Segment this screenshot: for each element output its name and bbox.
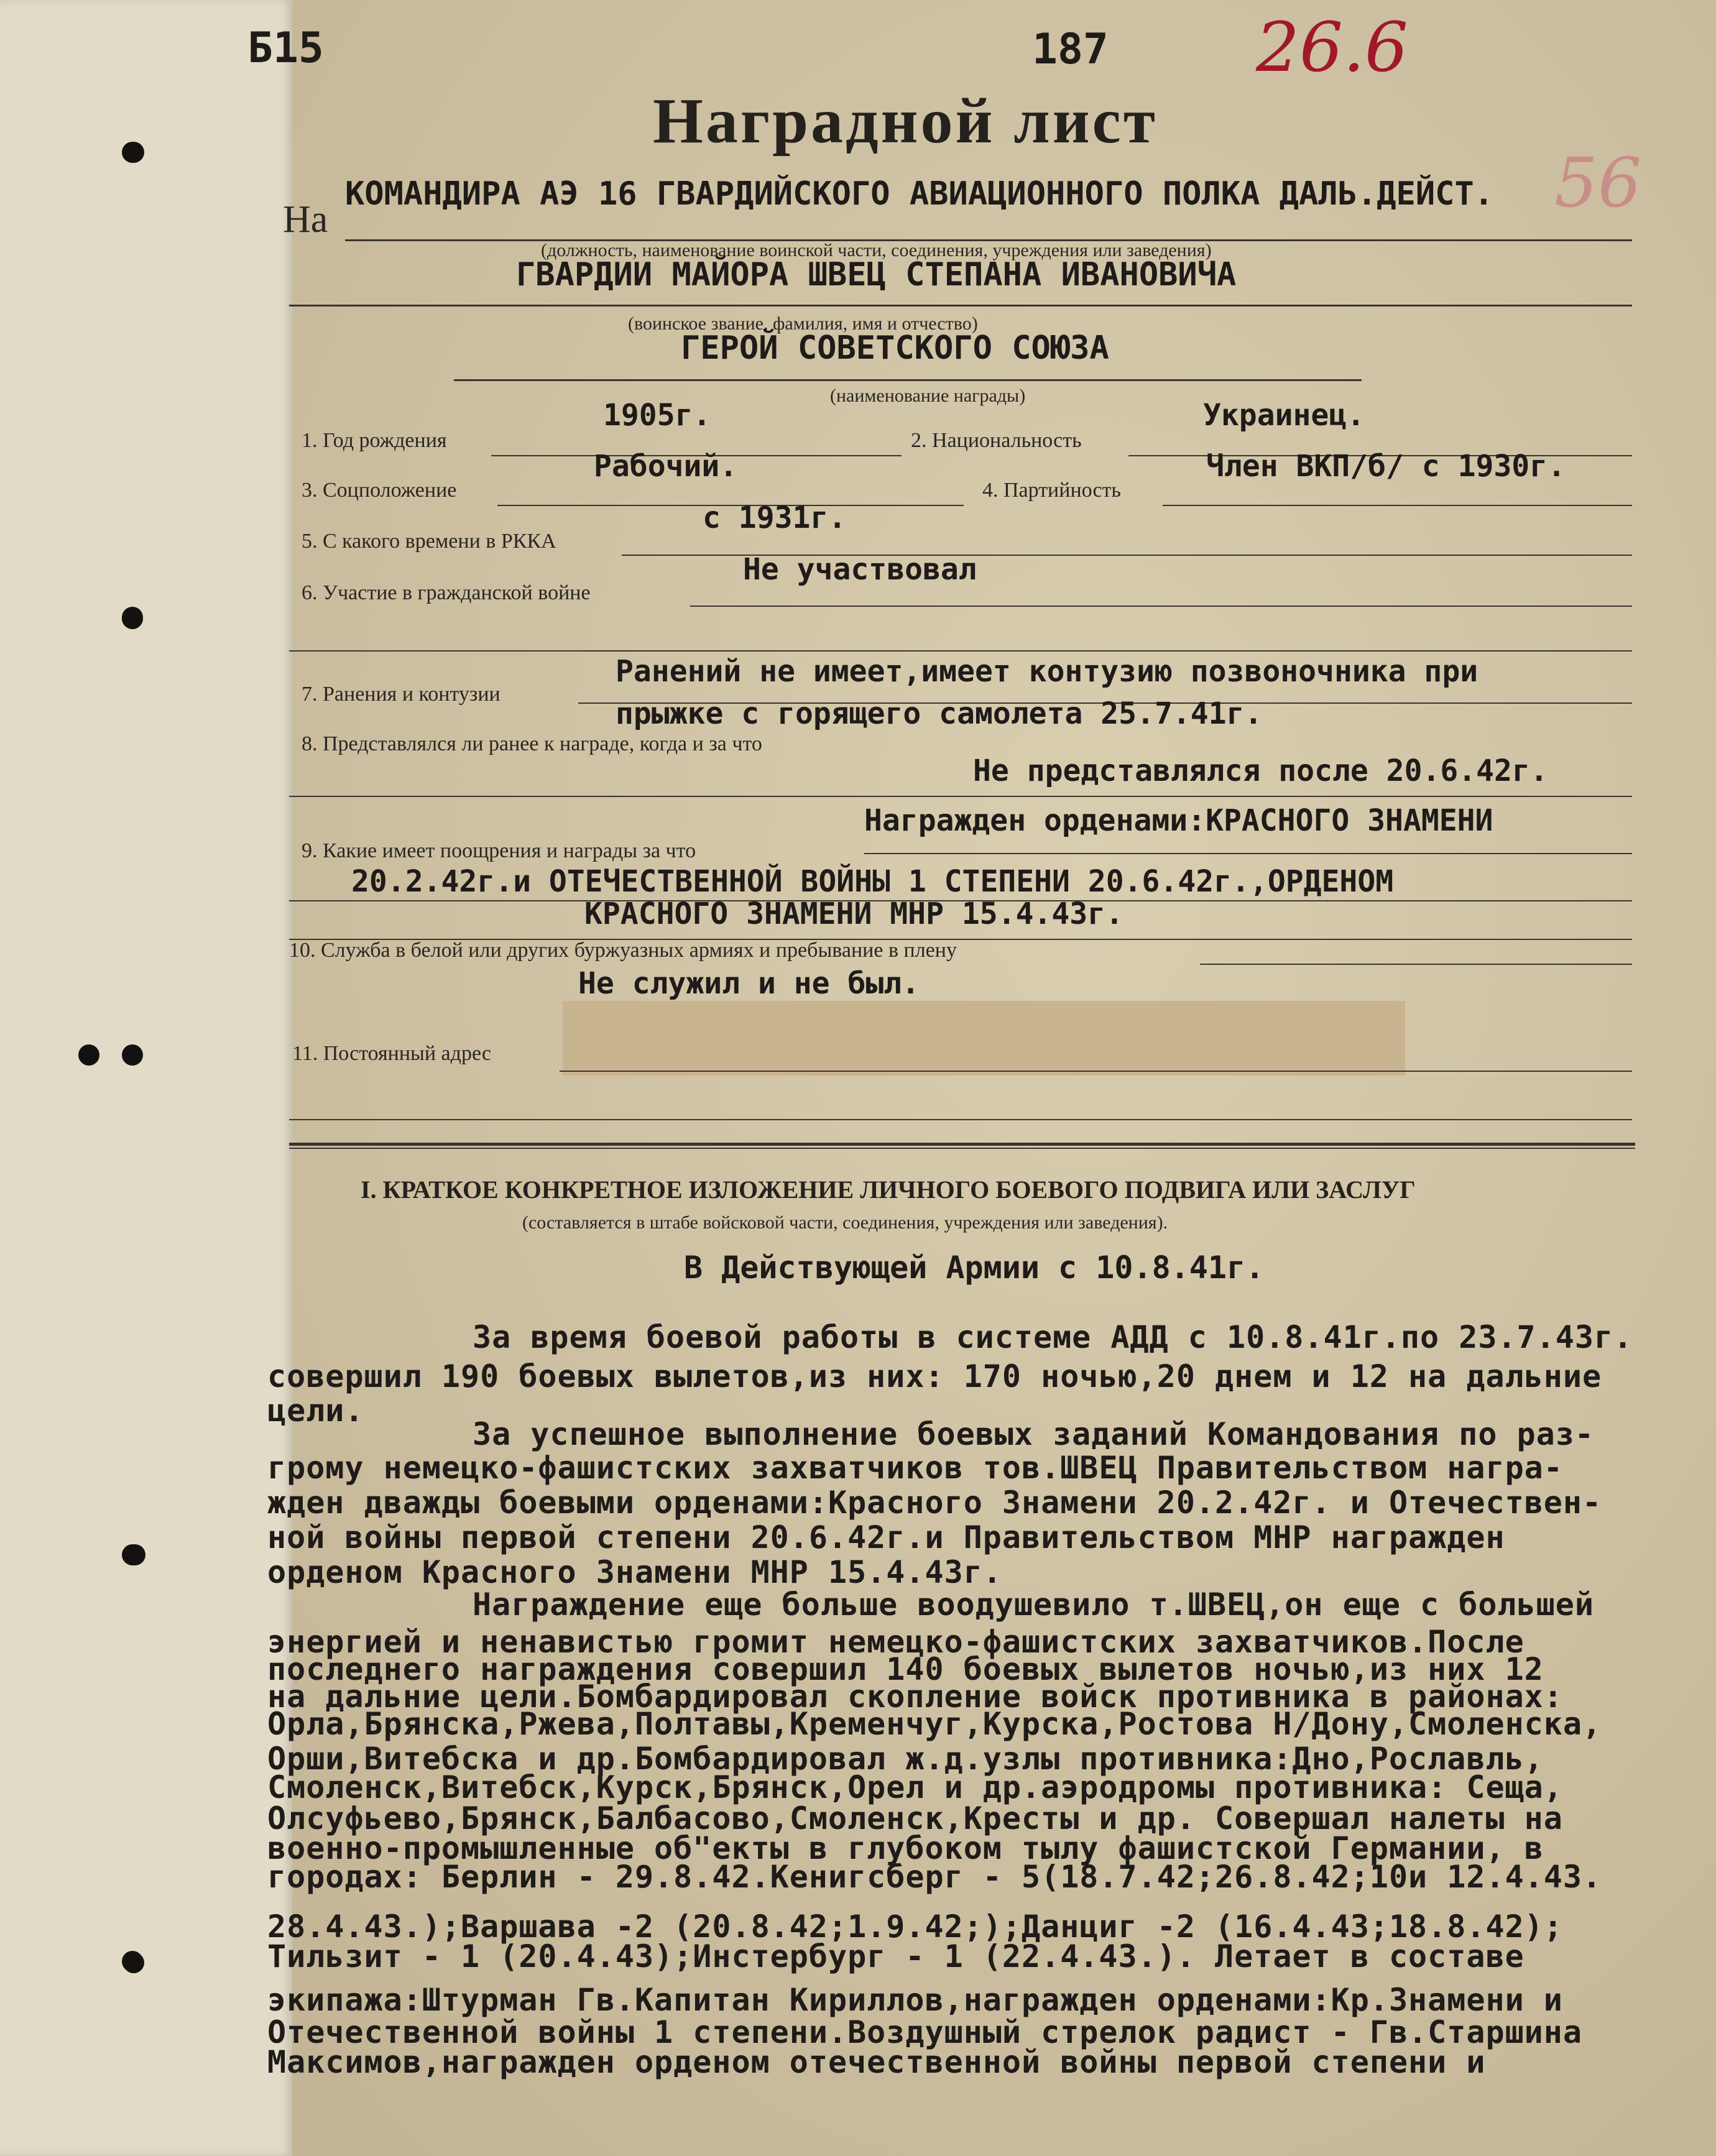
nationality-value: Украинец.	[1203, 398, 1365, 433]
binder-hole	[122, 1044, 143, 1066]
narrative-line: жден дважды боевыми орденами:Красного Знамени 20.2.42г. и Отечествен-	[267, 1485, 1602, 1521]
binder-hole	[122, 608, 143, 629]
civil-war-value: Не участвовал	[743, 552, 977, 587]
narrative-line: ной войны первой степени 20.6.42г.и Правительством МНР награжден	[267, 1519, 1505, 1555]
narrative-line: Смоленск,Витебск,Курск,Брянск,Орел и др.аэродромы противника: Сеща,	[267, 1769, 1563, 1805]
narrative-line: последнего награждения совершил 140 боевых вылетов ночью,из них 12	[267, 1651, 1544, 1687]
narrative-line: Олсуфьево,Брянск,Балбасово,Смоленск,Кресты и др. Совершал налеты на	[267, 1800, 1563, 1836]
na-label: На	[283, 198, 328, 241]
narrative-line: Отечественной войны 1 степени.Воздушный стрелок радист - Гв.Старшина	[267, 2014, 1582, 2050]
rkka-value: с 1931г.	[703, 500, 847, 535]
address-label: 11. Постоянный адрес	[292, 1042, 491, 1065]
award-caption: (наименование награды)	[830, 385, 1026, 406]
handwritten-note-2: 56	[1554, 143, 1641, 223]
narrative-line: энергией и ненавистью громит немецко-фашистских захватчиков.После	[267, 1624, 1525, 1660]
award-name: ГЕРОЙ СОВЕТСКОГО СОЮЗА	[681, 329, 1109, 367]
sheet-number: Б15	[247, 24, 324, 73]
position-caption: (должность, наименование воинской части, соединения, учреждения или заведения)	[541, 240, 1212, 260]
party-label: 4. Партийность	[982, 479, 1121, 502]
narrative-line: совершил 190 боевых вылетов,из них: 170 ночью,20 днем и 12 на дальние	[267, 1358, 1602, 1394]
narrative-line: Максимов,награжден орденом отечественной войны первой степени и	[267, 2044, 1486, 2080]
awards-line2: КРАСНОГО ЗНАМЕНИ МНР 15.4.43г.	[584, 896, 1123, 931]
binder-hole	[123, 1952, 144, 1973]
page-title: Наградной лист	[653, 85, 1158, 157]
narrative-line: За время боевой работы в системе АДД с 10.8.41г.по 23.7.43г.	[473, 1319, 1633, 1355]
wounds-line1: Ранений не имеет,имеет контузию позвоночника при	[616, 654, 1478, 689]
narrative-line: Орши,Витебска и др.Бомбардировал ж.д.узлы противника:Дно,Рославль,	[267, 1741, 1544, 1777]
awards-line1: 20.2.42г.и ОТЕЧЕСТВЕННОЙ ВОЙНЫ 1 СТЕПЕНИ 20.6.42г.,ОРДЕНОМ	[351, 864, 1394, 899]
prev-award-label: 8. Представлялся ли ранее к награде, когда и за что	[302, 732, 762, 755]
page-stub	[0, 0, 292, 2156]
narrative-line: Награждение еще больше воодушевило т.ШВЕЦ,он еще с большей	[473, 1587, 1594, 1623]
section-heading: I. КРАТКОЕ КОНКРЕТНОЕ ИЗЛОЖЕНИЕ ЛИЧНОГО БОЕВОГО ПОДВИГА ИЛИ ЗАСЛУГ	[361, 1176, 1416, 1204]
social-label: 3. Соцположение	[302, 479, 457, 502]
page-number: 187	[1032, 25, 1109, 74]
white-army-label: 10. Служба в белой или других буржуазных армиях и пребывание в плену	[289, 939, 957, 962]
awards-label: 9. Какие имеет поощрения и награды за что	[302, 839, 696, 862]
civil-war-label: 6. Участие в гражданской войне	[302, 581, 591, 604]
narrative-line: За успешное выполнение боевых заданий Командования по раз-	[473, 1416, 1594, 1452]
narrative-line: на дальние цели.Бомбардировал скопление войск противника в районах:	[267, 1679, 1563, 1715]
narrative-line: военно-промышленные об"екты в глубоком тылу фашистской Германии, в	[267, 1830, 1544, 1866]
narrative-line: цели.	[267, 1393, 364, 1429]
binder-hole	[124, 1544, 145, 1565]
narrative-line: Орла,Брянска,Ржева,Полтавы,Кременчуг,Курска,Ростова Н/Дону,Смоленска,	[267, 1706, 1602, 1742]
binder-hole	[123, 142, 144, 163]
birth-value: 1905г.	[603, 398, 711, 433]
social-value: Рабочий.	[594, 449, 738, 484]
nominee-name: ГВАРДИИ МАЙОРА ШВЕЦ СТЕПАНА ИВАНОВИЧА	[516, 256, 1237, 293]
narrative-line: Тильзит - 1 (20.4.43);Инстербург - 1 (22.4.43.). Летает в составе	[267, 1938, 1525, 1974]
binder-hole	[78, 1044, 99, 1066]
nationality-label: 2. Национальность	[911, 429, 1082, 452]
party-value: Член ВКП/б/ с 1930г.	[1206, 449, 1566, 484]
handwritten-note: 26.6	[1256, 7, 1408, 87]
awards-line0: Награжден орденами:КРАСНОГО ЗНАМЕНИ	[864, 803, 1493, 838]
white-army-value: Не служил и не был.	[578, 966, 920, 1001]
wounds-label: 7. Ранения и контузии	[302, 683, 500, 706]
prev-award-value: Не представлялся после 20.6.42г.	[973, 753, 1548, 788]
narrative-line: грому немецко-фашистских захватчиков тов.ШВЕЦ Правительством награ-	[267, 1450, 1563, 1486]
birth-label: 1. Год рождения	[302, 429, 447, 452]
redacted-address	[563, 1001, 1405, 1076]
section-caption: (составляется в штабе войсковой части, соединения, учреждения или заведения).	[522, 1212, 1168, 1233]
section-subheading: В Действующей Армии с 10.8.41г.	[684, 1250, 1265, 1286]
rkka-label: 5. С какого времени в РККА	[302, 530, 556, 553]
narrative-line: орденом Красного Знамени МНР 15.4.43г.	[267, 1554, 1002, 1590]
narrative-line: экипажа:Штурман Гв.Капитан Кириллов,награжден орденами:Кр.Знамени и	[267, 1982, 1563, 2018]
narrative-line: городах: Берлин - 29.8.42.Кенигсберг - 5(18.7.42;26.8.42;10и 12.4.43.	[267, 1859, 1602, 1895]
narrative-line: 28.4.43.);Варшава -2 (20.8.42;1.9.42;);Данциг -2 (16.4.43;18.8.42);	[267, 1909, 1563, 1945]
wounds-line2: прыжке с горящего самолета 25.7.41г.	[616, 696, 1263, 731]
nominee-position: КОМАНДИРА АЭ 16 ГВАРДИЙСКОГО АВИАЦИОННОГО ПОЛКА ДАЛЬ.ДЕЙСТ.	[345, 175, 1494, 213]
name-caption: (воинское звание, фамилия, имя и отчество)	[628, 313, 978, 334]
